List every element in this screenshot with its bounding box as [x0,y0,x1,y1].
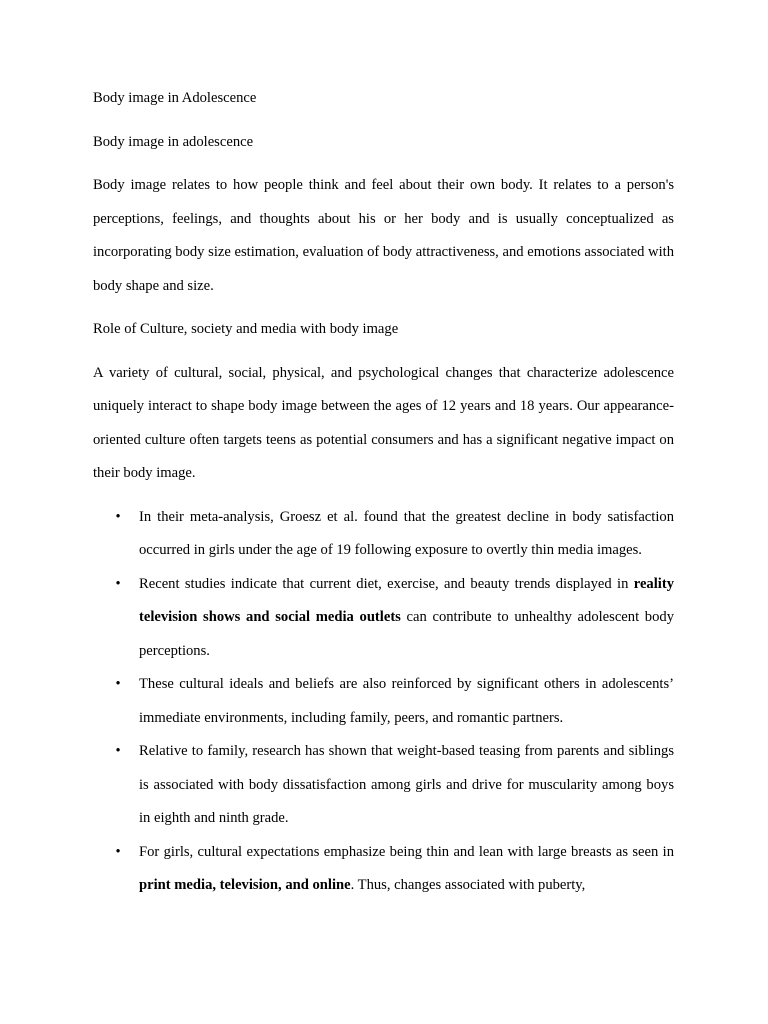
bullet-text-before: For girls, cultural expectations emphasize being thin and lean with large breasts as seen in [139,843,674,860]
list-item [93,735,674,836]
document-page [93,82,674,903]
document-subtitle: Body image in adolescence [93,133,254,150]
bullet-text: These cultural ideals and beliefs are also reinforced by significant others in adolescents’ immediate environments, including family, peers, and romantic partners. [139,676,674,726]
bullet-text-bold: reality television shows and social media outlets [139,575,674,625]
bullet-icon: • [115,676,121,692]
bullet-text-before: Recent studies indicate that current diet, exercise, and beauty trends displayed in [139,575,634,592]
list-item [93,568,674,669]
bullet-text-bold: print media, television, and online [139,877,351,893]
bullet-list [93,501,674,903]
bullet-icon: • [115,508,121,525]
bullet-text-after: can contribute to unhealthy adolescent body perceptions. [139,609,674,659]
section-heading: Role of Culture, society and media with body image [93,321,399,337]
bullet-icon: • [115,843,121,860]
bullet-text: Relative to family, research has shown that weight-based teasing from parents and siblings is associated with body dissatisfaction among girls and drive for muscularity among boys in eighth and ninth grade. [139,743,674,826]
list-item [93,668,674,735]
list-item [93,501,674,568]
list-item [93,836,674,903]
intro-paragraph: Body image relates to how people think and feel about their own body. It relates to a person's perceptions, feelings, and thoughts about his or her body and is usually conceptualized as incorporating body size estimation, evaluation of body attractiveness, and emotions associated with body shape and size. [93,177,674,294]
document-title: Body image in Adolescence [93,90,257,106]
bullet-text-after: . Thus, changes associated with puberty, [350,877,586,893]
bullet-icon: • [115,743,121,759]
bullet-text: In their meta-analysis, Groesz et al. found that the greatest decline in body satisfaction occurred in girls under the age of 19 following exposure to overtly thin media images. [139,508,674,558]
section-paragraph: A variety of cultural, social, physical, and psychological changes that characterize adolescence uniquely interact to shape body image between the ages of 12 years and 18 years. Our appearance-oriented culture often targets teens as potential consumers and has a significant negative impact on their body image. [93,364,674,481]
bullet-icon: • [115,575,121,592]
